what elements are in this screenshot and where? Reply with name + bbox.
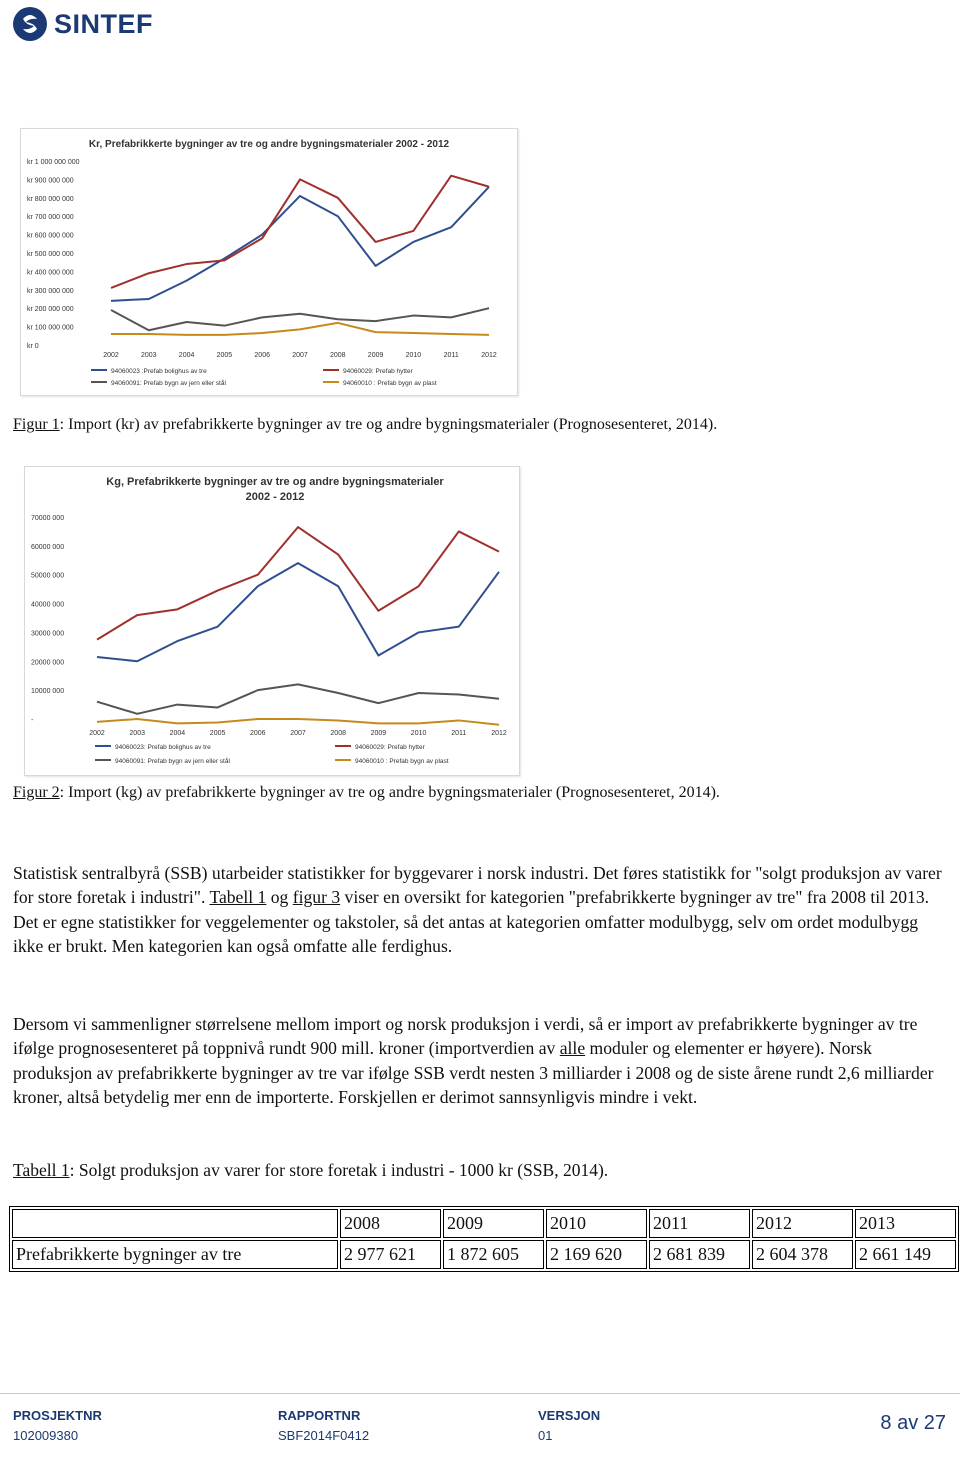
y-tick-label: kr 500 000 000 <box>27 251 74 258</box>
table-header-cell: 2010 <box>546 1209 647 1238</box>
paragraph-ssb <box>13 861 949 958</box>
y-tick-label: kr 700 000 000 <box>27 214 74 222</box>
para2-text-a: Dersom vi sammenligner størrelsene mellom import og norsk produksjon i verdi, så er import av prefabrikkerte bygninger av tre ifølge prognosesenteret på toppnivå rundt 900 mill. kroner (importverdien av <box>13 1014 918 1059</box>
y-tick-label: 30000 000 <box>31 630 65 638</box>
table1-caption-text: : Solgt produksjon av varer for store foretak i industri - 1000 kr (SSB, 2014). <box>69 1160 609 1180</box>
series-line <box>111 176 489 288</box>
legend-entry: 94060023 :Prefab bolighus av tre <box>111 368 207 375</box>
x-tick-label: 2012 <box>491 730 507 737</box>
y-tick-label: kr 800 000 000 <box>27 195 74 203</box>
link-alle[interactable]: alle <box>559 1038 586 1059</box>
legend-entry: 94060010 : Prefab bygn av plast <box>343 380 437 387</box>
paragraph-import <box>13 1012 949 1109</box>
series-line <box>111 308 489 330</box>
table-cell: 2 169 620 <box>546 1240 647 1269</box>
para2-text-b: moduler og elementer er høyere). Norsk produksjon av prefabrikkerte bygninger av tre var ifølge SSB verdt nesten 3 milliarder i 2008 og de siste årene rundt 2,6 milliarder kroner, altså betydelig mer enn de importerte. Forskjellen er derimot sannsynligvis mindre i vekt. <box>13 1038 934 1107</box>
y-tick-label: kr 900 000 000 <box>27 177 74 185</box>
prosjektnr-label: PROSJEKTNR <box>13 1408 102 1423</box>
production-table <box>9 1206 959 1272</box>
x-tick-label: 2012 <box>481 352 497 359</box>
versjon-label: VERSJON <box>538 1408 601 1423</box>
table-header-cell: 2012 <box>752 1209 853 1238</box>
x-tick-label: 2002 <box>103 352 119 359</box>
x-tick-label: 2007 <box>292 352 308 359</box>
sintef-logo <box>12 6 153 42</box>
prosjektnr-value: 102009380 <box>13 1428 79 1443</box>
x-tick-label: 2005 <box>209 730 226 737</box>
y-tick-label: 20000 000 <box>31 659 65 667</box>
table-cell: 1 872 605 <box>443 1240 544 1269</box>
page-number: 8 av 27 <box>880 1412 946 1434</box>
y-tick-label: kr 1 000 000 000 <box>27 159 80 166</box>
figure1-caption-label[interactable]: Figur 1 <box>13 416 60 433</box>
legend-entry: 94060010 : Prefab bygn av plast <box>355 758 449 765</box>
table1-caption <box>13 1160 608 1181</box>
legend-entry: 94060029: Prefab hytter <box>343 368 413 375</box>
x-tick-label: 2007 <box>290 730 306 737</box>
para1-text-b: og <box>266 887 293 908</box>
footer-versjon <box>538 1408 600 1443</box>
legend-entry: 94060023: Prefab bolighus av tre <box>115 744 211 751</box>
figure1-caption-text: : Import (kr) av prefabrikkerte bygninger av tre og andre bygningsmaterialer (Prognosesenteret, 2014). <box>59 416 718 433</box>
rapportnr-label: RAPPORTNR <box>278 1408 361 1423</box>
figure2-caption-text: : Import (kg) av prefabrikkerte bygninger av tre og andre bygningsmaterialer (Prognosesenteret, 2014). <box>59 784 720 801</box>
series-line <box>97 527 499 640</box>
table-cell: 2 681 839 <box>649 1240 750 1269</box>
table-header-cell <box>12 1209 338 1238</box>
table-header-row <box>12 1209 956 1238</box>
x-tick-label: 2008 <box>330 352 346 359</box>
link-figur-3[interactable]: figur 3 <box>292 887 341 908</box>
x-tick-label: 2008 <box>330 730 346 737</box>
x-tick-label: 2004 <box>169 730 186 737</box>
x-tick-label: 2003 <box>141 352 157 359</box>
sintef-logo-icon <box>12 6 48 42</box>
series-line <box>111 323 489 335</box>
figure2-caption-label[interactable]: Figur 2 <box>13 784 60 801</box>
y-tick-label: 10000 000 <box>31 688 65 696</box>
x-tick-label: 2006 <box>250 730 266 737</box>
x-tick-label: 2009 <box>367 352 384 359</box>
figure1-svg <box>21 129 517 395</box>
legend-entry: 94060029: Prefab hytter <box>355 744 425 751</box>
logo-text: SINTEF <box>54 8 154 39</box>
y-tick-label: kr 300 000 000 <box>27 287 74 295</box>
table-row <box>12 1240 956 1269</box>
figure1-caption <box>13 416 717 434</box>
chart-title: Kr, Prefabrikkerte bygninger av tre og andre bygningsmaterialer 2002 - 2012 <box>88 139 450 150</box>
table-cell: 2 604 378 <box>752 1240 853 1269</box>
y-tick-label: kr 0 <box>27 343 39 350</box>
figure2-chart <box>24 466 520 776</box>
figure2-caption <box>13 784 720 802</box>
table-header-cell: 2013 <box>855 1209 956 1238</box>
rapportnr-value: SBF2014F0412 <box>278 1428 370 1443</box>
link-tabell-1[interactable]: Tabell 1 <box>209 887 267 908</box>
para1-text-a: Statistisk sentralbyrå (SSB) utarbeider statistikker for byggevarer i norsk industri. Det føres statistikk for "solgt produksjon av varer for store foretak i industri". <box>13 863 942 908</box>
y-tick-label: 40000 000 <box>31 601 65 609</box>
chart-title: Kg, Prefabrikkerte bygninger av tre og andre bygningsmaterialer 2002 - 2012 <box>106 476 444 503</box>
x-tick-label: 2009 <box>370 730 387 737</box>
footer-prosjektnr <box>13 1408 102 1443</box>
y-tick-label: 60000 000 <box>31 543 65 551</box>
legend-entry: 94060091: Prefab bygn av jern eller stål <box>111 380 226 387</box>
footer-rapportnr <box>278 1408 369 1443</box>
figure2-svg <box>25 467 519 775</box>
x-tick-label: 2006 <box>254 352 270 359</box>
y-tick-label: kr 200 000 000 <box>27 306 74 314</box>
y-tick-label: - <box>31 717 34 724</box>
versjon-value: 01 <box>538 1428 553 1443</box>
x-tick-label: 2003 <box>129 730 145 737</box>
y-tick-label: 70000 000 <box>31 515 65 522</box>
x-tick-label: 2011 <box>451 730 467 737</box>
table1-caption-label[interactable]: Tabell 1 <box>13 1160 70 1180</box>
x-tick-label: 2002 <box>89 730 105 737</box>
x-tick-label: 2010 <box>410 730 427 737</box>
y-tick-label: kr 600 000 000 <box>27 232 74 240</box>
x-tick-label: 2011 <box>443 352 459 359</box>
x-tick-label: 2004 <box>178 352 195 359</box>
table-cell: Prefabrikkerte bygninger av tre <box>12 1240 338 1269</box>
series-line <box>97 684 499 713</box>
x-tick-label: 2005 <box>216 352 233 359</box>
figure1-chart <box>20 128 518 396</box>
series-line <box>97 719 499 725</box>
y-tick-label: kr 100 000 000 <box>27 324 74 332</box>
table-header-cell: 2009 <box>443 1209 544 1238</box>
table-cell: 2 977 621 <box>340 1240 441 1269</box>
table-header-cell: 2008 <box>340 1209 441 1238</box>
table-header-cell: 2011 <box>649 1209 750 1238</box>
y-tick-label: 50000 000 <box>31 572 65 580</box>
para1-text-c: viser en oversikt for kategorien "prefabrikkerte bygninger av tre" fra 2008 til 2013. Det er egne statistikker for veggelementer og takstoler, så det antas at kategorien omfatter modulbygg, selv om ordet modulbygg ikke er brukt. Men kategorien kan også omfatte alle ferdighus. <box>13 887 930 956</box>
table-cell: 2 661 149 <box>855 1240 956 1269</box>
legend-entry: 94060091: Prefab bygn av jern eller stål <box>115 758 230 765</box>
page-footer <box>0 1393 960 1460</box>
x-tick-label: 2010 <box>405 352 422 359</box>
y-tick-label: kr 400 000 000 <box>27 269 74 277</box>
